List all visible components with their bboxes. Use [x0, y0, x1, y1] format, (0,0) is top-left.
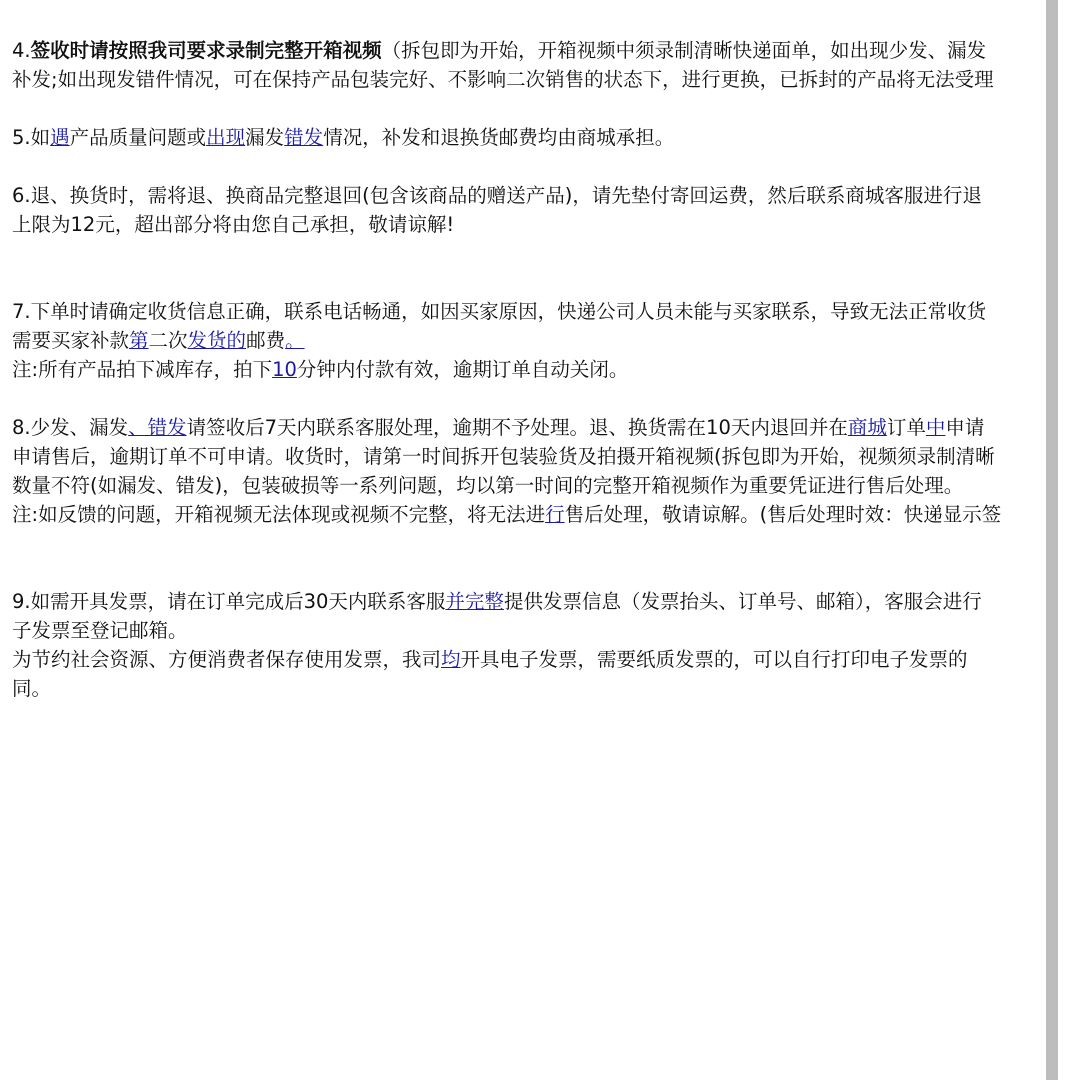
item-4-line-1	[12, 36, 1080, 65]
item-4-text: （拆包即为开始，开箱视频中须录制清晰快递面单，如出现少发、漏发	[381, 39, 987, 62]
item-8-line-3: 数量不符(如漏发、错发)，包装破损等一系列问题，均以第一时间的完整开箱视频作为重要凭证进行售后处理。	[12, 474, 964, 497]
link-xing[interactable]: 行	[545, 503, 565, 526]
link-shangcheng[interactable]: 商城	[847, 416, 887, 439]
link-fahuode[interactable]: 发货的	[187, 329, 247, 352]
item-8-note: 售后处理，敬请谅解。(售后处理时效：快递显示签	[564, 503, 1002, 526]
item-8-text: 8.少发、漏发	[12, 416, 129, 439]
item-5-text: 情况，补发和退换货邮费均由商城承担。	[323, 126, 675, 149]
link-bingwanzheng[interactable]: 并完整	[445, 590, 504, 613]
item-9-line-1	[12, 587, 1080, 616]
policy-content	[12, 36, 1080, 703]
item-8-text: 申请	[945, 416, 985, 439]
item-5-line-1	[12, 123, 1080, 152]
item-7-text: 需要买家补款	[12, 329, 130, 352]
link-cuofa-2[interactable]: 、错发	[128, 416, 187, 439]
link-jun[interactable]: 均	[441, 648, 461, 671]
item-9-text: 提供发票信息（发票抬头、订单号、邮箱），客服会进行	[503, 590, 982, 613]
link-zhong[interactable]: 中	[925, 416, 946, 439]
item-7-line-1: 7.下单时请确定收货信息正确，联系电话畅通，如因买家原因，快递公司人员未能与买家联系，导致无法正常收货	[12, 300, 987, 323]
item-7-text: 二次	[148, 329, 188, 352]
item-9-text: 为节约社会资源、方便消费者保存使用发票，我司	[12, 648, 442, 671]
item-9-line-4: 同。	[12, 677, 52, 700]
item-7-text: 邮费	[246, 329, 286, 352]
link-10[interactable]: 10	[272, 358, 297, 381]
item-8-line-2: 申请售后，逾期订单不可申请。收货时，请第一时间拆开包装验货及拍摄开箱视频(拆包即为开始，视频须录制清晰	[12, 445, 995, 468]
item-8-line-1	[12, 413, 1080, 442]
item-8-text: 请签收后7天内联系客服处理，逾期不予处理。退、换货需在10天内退回并在	[186, 416, 848, 439]
item-4-bold-text: 签收时请按照我司要求录制完整开箱视频	[30, 39, 382, 62]
link-yu[interactable]: 遇	[50, 126, 70, 149]
item-4-line-2: 补发;如出现发错件情况，可在保持产品包装完好、不影响二次销售的状态下，进行更换，已拆封的产品将无法受理	[12, 68, 994, 91]
link-di[interactable]: 第	[129, 329, 149, 352]
item-5-text: 5.如	[12, 126, 51, 149]
item-8-line-4	[12, 500, 1080, 529]
item-9-line-3	[12, 645, 1080, 674]
item-7-note: 注:所有产品拍下减库存，拍下	[12, 358, 273, 381]
vertical-scrollbar[interactable]	[1046, 0, 1058, 1080]
item-4-prefix: 4.	[12, 39, 31, 62]
item-9-line-2: 子发票至登记邮箱。	[12, 619, 188, 642]
link-chuxian[interactable]: 出现	[206, 126, 246, 149]
item-9-text: 开具电子发票，需要纸质发票的，可以自行打印电子发票的	[460, 648, 968, 671]
item-8-note: 注:如反馈的问题，开箱视频无法体现或视频不完整，将无法进	[12, 503, 546, 526]
item-9-text: 9.如需开具发票，请在订单完成后30天内联系客服	[12, 590, 446, 613]
item-7-line-3	[12, 355, 1080, 384]
item-7-line-2	[12, 326, 1080, 355]
item-5-text: 产品质量问题或	[69, 126, 207, 149]
item-6-line-2: 上限为12元，超出部分将由您自己承担，敬请谅解!	[12, 213, 455, 236]
item-7-note: 分钟内付款有效，逾期订单自动关闭。	[296, 358, 629, 381]
item-5-text: 漏发	[245, 126, 285, 149]
item-8-text: 订单	[886, 416, 926, 439]
item-6-line-1: 6.退、换货时，需将退、换商品完整退回(包含该商品的赠送产品)，请先垫付寄回运费，然后联系商城客服进行退	[12, 184, 982, 207]
link-period[interactable]: 。	[285, 329, 305, 352]
link-cuofa[interactable]: 错发	[284, 126, 324, 149]
